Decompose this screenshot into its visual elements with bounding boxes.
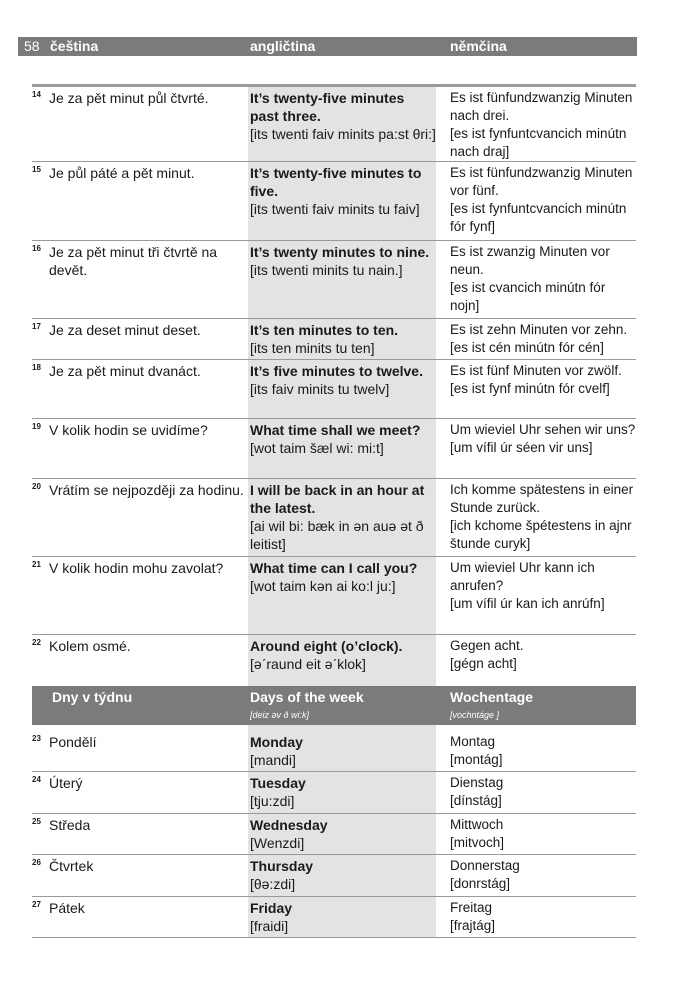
column-header-czech: čeština: [50, 38, 99, 54]
english-phrase: It’s twenty-five minutes past three.: [250, 90, 405, 124]
column-header-english: angličtina: [250, 38, 316, 54]
row-number: 27: [32, 900, 41, 909]
czech-phrase: Je za deset minut deset.: [49, 322, 201, 338]
czech-phrase: V kolik hodin mohu zavolat?: [49, 560, 224, 576]
german-transcription: [es ist fynf minútn fór cvelf]: [450, 381, 610, 396]
german-cell: [450, 559, 638, 613]
czech-phrase: Vrátím se nejpozději za hodinu.: [49, 482, 244, 498]
row-number: 21: [32, 560, 41, 569]
german-cell: [450, 321, 638, 357]
german-phrase: Gegen acht.: [450, 638, 524, 653]
table-row: [32, 319, 636, 360]
english-transcription: [its ten minits tu ten]: [250, 340, 375, 356]
row-number: 16: [32, 244, 41, 253]
german-cell: [450, 816, 638, 852]
english-cell: [250, 164, 436, 218]
table-row: [32, 635, 636, 686]
table-row: [32, 479, 636, 557]
czech-day: Středa: [49, 817, 91, 833]
row-number: 23: [32, 734, 41, 743]
german-phrase: Es ist fünf Minuten vor zwölf.: [450, 363, 622, 378]
german-transcription: [montág]: [450, 752, 503, 767]
german-transcription: [dínstág]: [450, 793, 502, 808]
german-transcription: [frajtág]: [450, 918, 496, 933]
days-title-czech: Dny v týdnu: [52, 689, 133, 705]
english-cell: [250, 89, 436, 143]
english-transcription: [its twenti faiv minits pa:st θri:]: [250, 126, 436, 142]
table-row: [32, 897, 636, 938]
english-cell: [250, 857, 436, 893]
german-cell: [450, 89, 638, 161]
english-transcription: [θə:zdi]: [250, 876, 296, 892]
german-transcription: [ich kchome špétestens in ajnr štunde curyk]: [450, 518, 632, 551]
column-header-german: němčina: [450, 38, 507, 54]
german-cell: [450, 421, 638, 457]
english-phrase: It’s ten minutes to ten.: [250, 322, 399, 338]
german-transcription: [es ist fynfuntcvancich minútn nach draj]: [450, 126, 627, 159]
english-cell: [250, 637, 436, 673]
czech-day: Úterý: [49, 775, 83, 791]
row-number: 25: [32, 817, 41, 826]
table-row: [32, 419, 636, 479]
english-transcription: [ai wil bi: bæk in ən auə ət ð leitist]: [250, 518, 424, 552]
german-cell: [450, 362, 638, 398]
german-cell: [450, 481, 638, 553]
english-day: Wednesday: [250, 817, 328, 833]
german-day: Donnerstag: [450, 858, 520, 873]
english-phrase: It’s twenty minutes to nine.: [250, 244, 430, 260]
english-transcription: [its twenti faiv minits tu faiv]: [250, 201, 420, 217]
german-phrase: Ich komme spätestens in einer Stunde zurück.: [450, 482, 634, 515]
english-cell: [250, 421, 436, 457]
czech-day: Čtvrtek: [49, 858, 94, 874]
german-cell: [450, 164, 638, 236]
czech-phrase: V kolik hodin se uvidíme?: [49, 422, 208, 438]
english-phrase: I will be back in an hour at the latest.: [250, 482, 425, 516]
english-day: Friday: [250, 900, 293, 916]
english-phrase: It’s twenty-five minutes to five.: [250, 165, 422, 199]
days-title-german: Wochentage: [450, 689, 533, 705]
english-cell: [250, 733, 436, 769]
german-phrase: Es ist fünfundzwanzig Minuten nach drei.: [450, 90, 633, 123]
english-transcription: [its faiv minits tu twelv]: [250, 381, 390, 397]
english-phrase: It’s five minutes to twelve.: [250, 363, 423, 379]
czech-day: Pátek: [49, 900, 85, 916]
row-number: 19: [32, 422, 41, 431]
page-header: [18, 37, 637, 56]
german-transcription: [um vífil úr séen vir uns]: [450, 440, 593, 455]
row-number: 17: [32, 322, 41, 331]
german-day: Dienstag: [450, 775, 504, 790]
row-number: 26: [32, 858, 41, 867]
page-number: 58: [24, 38, 40, 54]
czech-phrase: Je za pět minut tři čtvrtě na devět.: [49, 244, 218, 278]
row-number: 14: [32, 90, 41, 99]
row-number: 15: [32, 165, 41, 174]
table-row: [32, 162, 636, 241]
table-row: [32, 731, 636, 772]
german-phrase: Um wieviel Uhr kann ich anrufen?: [450, 560, 595, 593]
english-cell: [250, 816, 436, 852]
german-phrase: Es ist fünfundzwanzig Minuten vor fünf.: [450, 165, 633, 198]
days-title-english-transcription: [deiz əv ð wi:k]: [250, 710, 310, 720]
table-row: [32, 814, 636, 855]
table-row: [32, 772, 636, 814]
czech-phrase: Kolem osmé.: [49, 638, 131, 654]
days-title-english: Days of the week: [250, 689, 364, 705]
english-transcription: [əˊraund eit əˊklok]: [250, 656, 366, 672]
english-cell: [250, 321, 436, 357]
german-transcription: [donrstág]: [450, 876, 511, 891]
english-transcription: [tju:zdi]: [250, 793, 295, 809]
english-day: Thursday: [250, 858, 314, 874]
german-cell: [450, 733, 638, 769]
german-phrase: Es ist zwanzig Minuten vor neun.: [450, 244, 610, 277]
czech-phrase: Je za pět minut dvanáct.: [49, 363, 201, 379]
german-transcription: [es ist fynfuntcvancich minútn fór fynf]: [450, 201, 627, 234]
english-day: Tuesday: [250, 775, 306, 791]
english-transcription: [Wenzdi]: [250, 835, 305, 851]
czech-phrase: Je půl páté a pět minut.: [49, 165, 195, 181]
german-cell: [450, 857, 638, 893]
english-transcription: [fraidi]: [250, 918, 289, 934]
table-row: [32, 855, 636, 897]
english-day: Monday: [250, 734, 303, 750]
english-phrase: What time shall we meet?: [250, 422, 421, 438]
english-transcription: [its twenti minits tu nain.]: [250, 262, 403, 278]
english-cell: [250, 243, 436, 279]
days-title-german-transcription: [vochntáge ]: [450, 710, 500, 720]
row-number: 20: [32, 482, 41, 491]
english-phrase: What time can I call you?: [250, 560, 418, 576]
german-phrase: Um wieviel Uhr sehen wir uns?: [450, 422, 636, 437]
german-cell: [450, 243, 638, 315]
english-cell: [250, 481, 436, 553]
english-cell: [250, 899, 436, 935]
german-phrase: Es ist zehn Minuten vor zehn.: [450, 322, 628, 337]
english-transcription: [wot taim šæl wi: mi:t]: [250, 440, 384, 456]
english-cell: [250, 362, 436, 398]
german-day: Freitag: [450, 900, 493, 915]
german-transcription: [um vífil úr kan ich anrúfn]: [450, 596, 605, 611]
english-transcription: [mandi]: [250, 752, 296, 768]
german-cell: [450, 899, 638, 935]
english-transcription: [wot taim kən ai ko:l ju:]: [250, 578, 396, 594]
czech-phrase: Je za pět minut půl čtvrté.: [49, 90, 209, 106]
table-row: [32, 557, 636, 635]
german-day: Mittwoch: [450, 817, 504, 832]
german-cell: [450, 774, 638, 810]
english-cell: [250, 774, 436, 810]
german-transcription: [mitvoch]: [450, 835, 505, 850]
row-number: 18: [32, 363, 41, 372]
days-section-header: [32, 686, 636, 725]
row-number: 24: [32, 775, 41, 784]
czech-day: Pondělí: [49, 734, 97, 750]
row-number: 22: [32, 638, 41, 647]
table-row: [32, 241, 636, 319]
table-row: [32, 360, 636, 419]
table-row: [32, 87, 636, 162]
german-transcription: [gégn acht]: [450, 656, 517, 671]
german-transcription: [es ist cvancich minútn fór nojn]: [450, 280, 606, 313]
german-transcription: [es ist cén minútn fór cén]: [450, 340, 604, 355]
german-cell: [450, 637, 638, 673]
german-day: Montag: [450, 734, 496, 749]
english-phrase: Around eight (o’clock).: [250, 638, 403, 654]
english-cell: [250, 559, 436, 595]
